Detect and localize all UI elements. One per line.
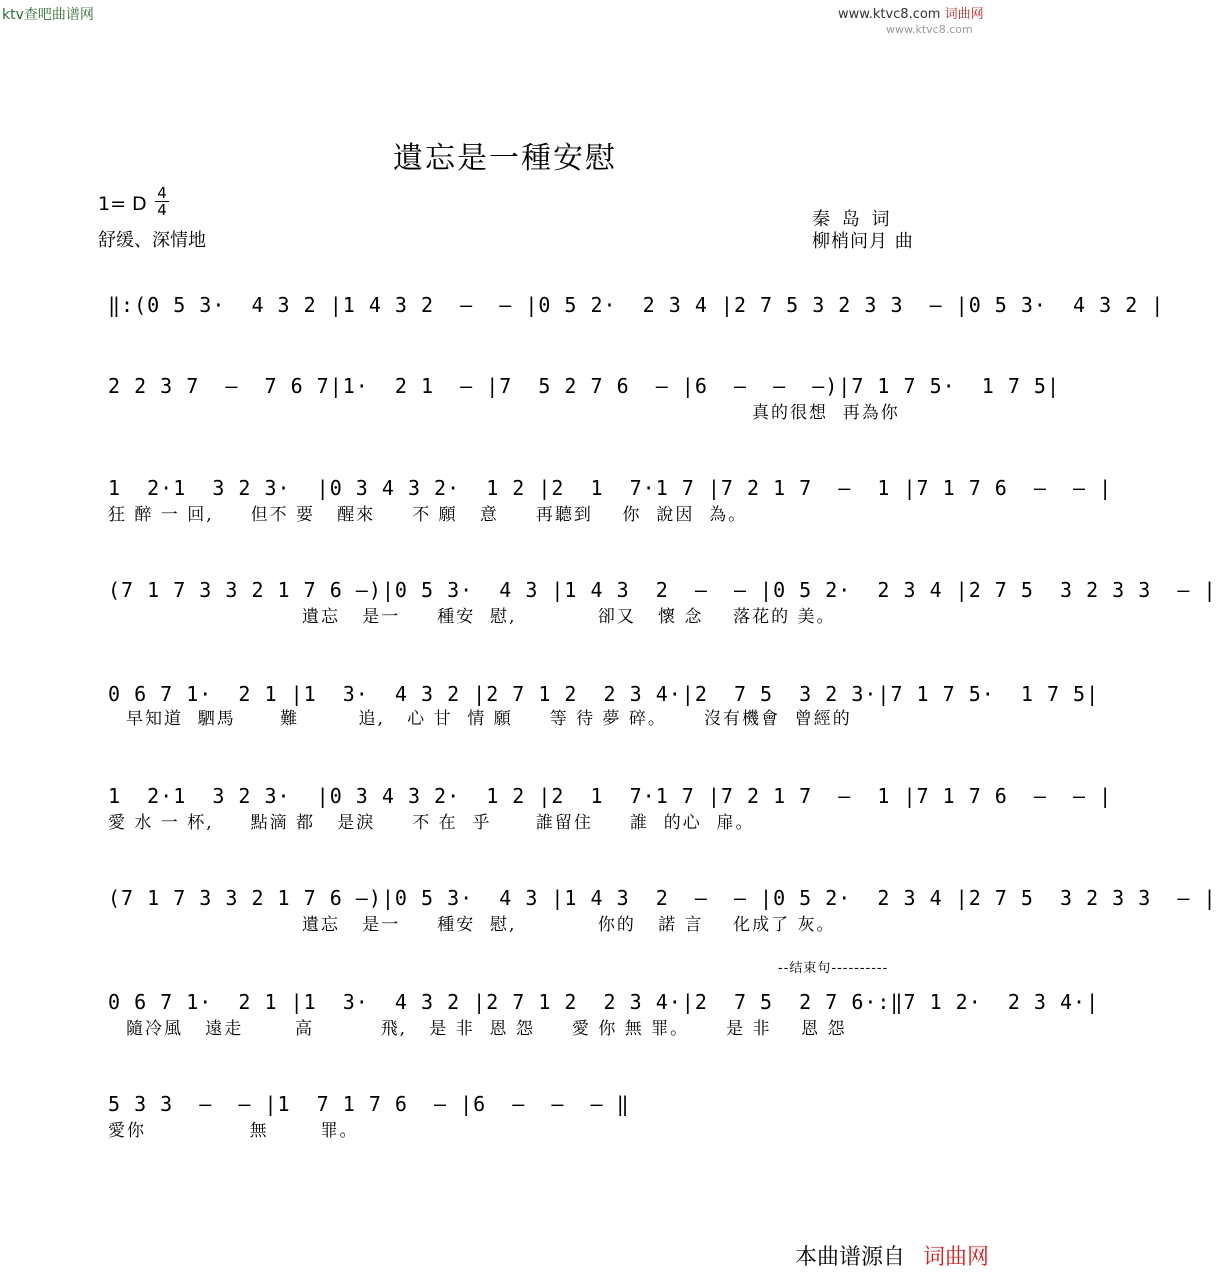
lyrics: 遺忘 是一 種安 慰, 你的 諾 言 化成了 灰。 [302,915,836,935]
time-signature-bottom: 4 [157,201,167,219]
lyrics: 真的很想 再為你 [752,403,900,423]
notation: 0 6 7 1· 2 1 |1 3· 4 3 2 |2 7 1 2 2 3 4·|2 7 5 3 2 3·|7 1 7 5· 1 7 5| [108,682,1100,706]
notation: 1 2·1 3 2 3· |0 3 4 3 2· 1 2 |2 1 7·1 7 |7 2 1 7 — 1 |7 1 7 6 — — | [108,476,1113,500]
footer-credit [795,1240,989,1271]
time-signature-top: 4 [157,184,167,202]
time-signature [153,185,171,218]
composer: 柳梢问月 曲 [812,231,914,252]
score-row-2 [0,368,1060,468]
footer-site-link[interactable]: 词曲网 [923,1245,990,1270]
notation: 1 2·1 3 2 3· |0 3 4 3 2· 1 2 |2 1 7·1 7 |7 2 1 7 — 1 |7 1 7 6 — — | [108,784,1113,808]
lyrics: 狂 醉 一 回, 但不 要 醒來 不 願 意 再聽到 你 說因 為。 [108,505,748,525]
score-row-9 [0,1086,1024,1186]
notation: 2 2 3 7 — 7 6 7|1· 2 1 — |7 5 2 7 6 — |6 — — —)|7 1 7 5· 1 7 5| [108,374,1060,398]
score-row-4 [0,572,1217,672]
lyricist: 秦 岛 词 [812,209,893,230]
key-signature: 1= D [98,193,147,215]
notation: 5 3 3 — — |1 7 1 7 6 — |6 — — — ‖ [108,1092,630,1116]
lyrics: 愛你 無 罪。 [108,1121,359,1141]
notation: (7 1 7 3 3 2 1 7 6 —)|0 5 3· 4 3 |1 4 3 2 — — |0 5 2· 2 3 4 |2 7 5 3 2 3 3 — | [108,886,1217,910]
notation: (7 1 7 3 3 2 1 7 6 —)|0 5 3· 4 3 |1 4 3 2 — — |0 5 2· 2 3 4 |2 7 5 3 2 3 3 — | [108,578,1217,602]
tempo-marking: 舒缓、深情地 [98,230,206,251]
lyrics: 早知道 駟馬 難 追, 心 甘 情 願 等 待 夢 碎。 沒有機會 曾經的 [126,709,852,729]
watermark-site: 词曲网 [944,7,984,22]
lyrics: 愛 水 一 杯, 點滴 都 是淚 不 在 乎 誰留住 誰 的心 扉。 [108,813,755,833]
score-row-6 [0,778,1113,878]
score-row-3 [0,470,1113,570]
watermark-url-2: www.ktvc8.com [886,23,973,36]
footer-source: 本曲谱源自 [795,1245,906,1270]
notation: ‖:(0 5 3· 4 3 2 |1 4 3 2 — — |0 5 2· 2 3 4 |2 7 5 3 2 3 3 — |0 5 3· 4 3 2 | [108,293,1165,317]
score-row-5 [0,676,1100,776]
watermark-url: www.ktvc8.com [838,7,941,22]
ending-label: --结束句---------- [778,961,889,976]
song-title: 遺忘是一種安慰 [393,141,617,176]
lyrics: 隨冷風 遠走 高 飛, 是 非 恩 怨 愛 你 無 罪。 是 非 恩 怨 [126,1019,847,1039]
watermark-left: ktv查吧曲谱网 [2,7,94,23]
score-row-8 [0,984,1100,1084]
watermark-right [838,3,984,37]
lyrics: 遺忘 是一 種安 慰, 卻又 懷 念 落花的 美。 [302,607,836,627]
notation: 0 6 7 1· 2 1 |1 3· 4 3 2 |2 7 1 2 2 3 4·|2 7 5 2 7 6·:‖7 1 2· 2 3 4·| [108,990,1100,1014]
